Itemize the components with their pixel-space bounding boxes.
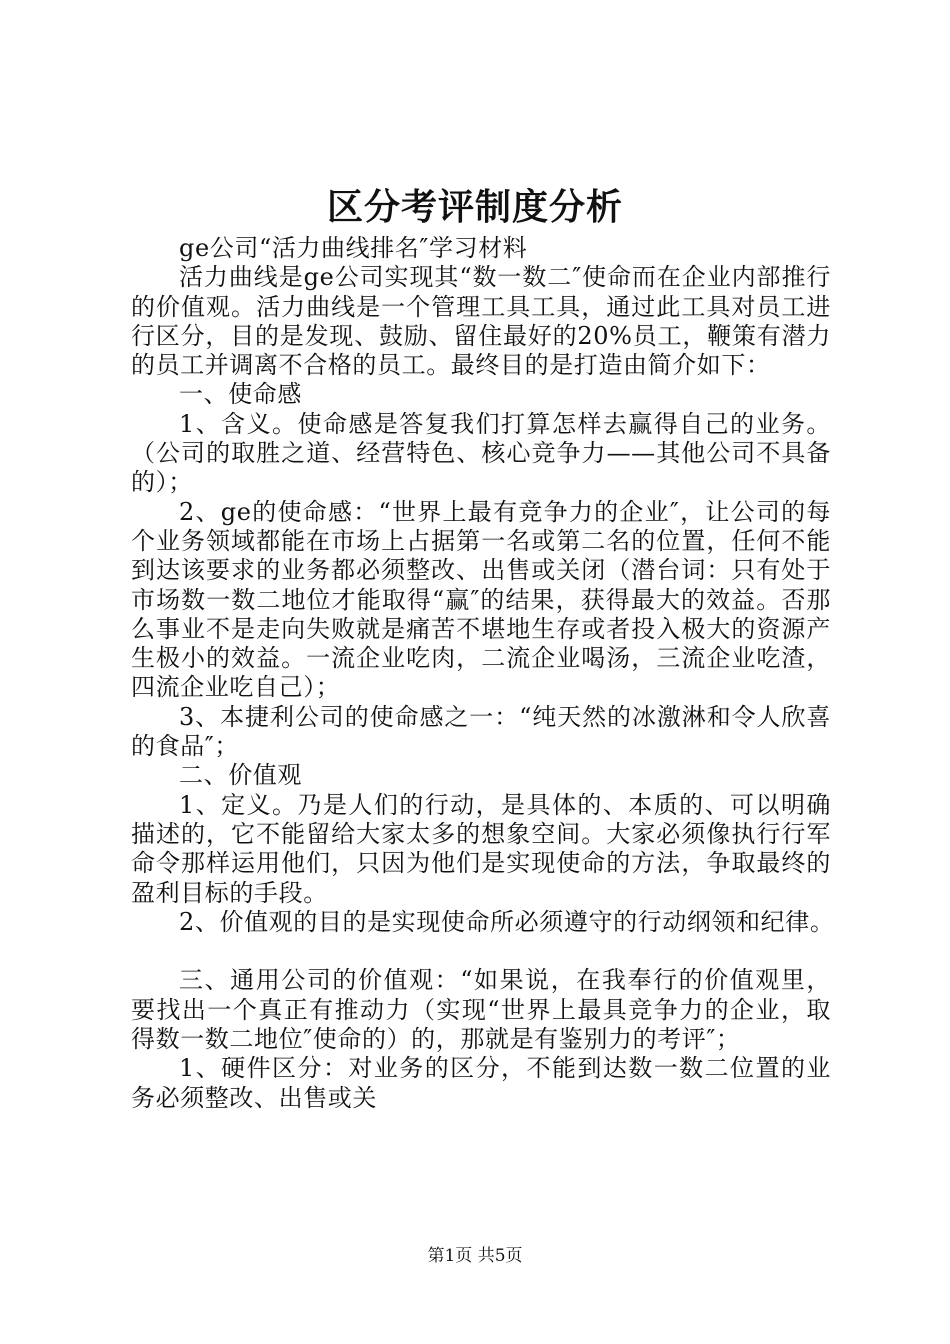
paragraph-subtitle: ge公司“活力曲线排名″学习材料 (179, 234, 528, 262)
paragraph-company-mission: 3、本捷利公司的使命感之一：“纯天然的冰激淋和令人欣喜的食品″； (131, 702, 831, 761)
paragraph-spacer (131, 937, 831, 966)
paragraph-values-definition: 1、定义。乃是人们的行动，是具体的、本质的、可以明确描述的，它不能留给大家太多的想象空间。大家必须像执行行军命令那样运用他们，只因为他们是实现使命的方法，争取最终的盈利目标的手段。 (131, 790, 831, 907)
paragraph-ge-values: 三、通用公司的价值观：“如果说，在我奉行的价值观里，要找出一个真正有推动力（实现“世界上最具竞争力的企业，取得数一数二地位″使命的）的，那就是有鉴别力的考评″； (131, 966, 831, 1054)
page-number-footer: 第1页 共5页 (427, 1246, 523, 1266)
paragraph-hardware-distinction: 1、硬件区分：对业务的区分，不能到达数一数二位置的业务必须整改、出售或关 (131, 1054, 831, 1112)
paragraph-intro: 活力曲线是ge公司实现其“数一数二″使命而在企业内部推行的价值观。活力曲线是一个管理工具工具，通过此工具对员工进行区分，目的是发现、鼓励、留住最好的20%员工，鞭策有潜力的员工并调离不合格的员工。最终目的是打造由简介如下： (131, 263, 831, 380)
paragraph-values-purpose: 2、价值观的目的是实现使命所必须遵守的行动纲领和纪律。 (179, 907, 835, 936)
section-heading-values: 二、价值观 (179, 761, 302, 790)
paragraph-mission-meaning: 1、含义。使命感是答复我们打算怎样去赢得自己的业务。（公司的取胜之道、经营特色、核心竞争力——其他公司不具备的）； (131, 409, 831, 497)
document-body (131, 234, 835, 1113)
section-heading-mission: 一、使命感 (179, 380, 302, 409)
paragraph-ge-mission: 2、ge的使命感：“世界上最有竞争力的企业″，让公司的每个业务领域都能在市场上占据第一名或第二名的位置，任何不能到达该要求的业务都必须整改、出售或关闭（潜台词：只有处于市场数一数二地位才能取得“赢″的结果，获得最大的效益。否那么事业不是走向失败就是痛苦不堪地生存或者投入极大的资源产生极小的效益。一流企业吃肉，二流企业喝汤，三流企业吃渣，四流企业吃自己）； (131, 497, 831, 702)
document-title: 区分考评制度分析 (326, 186, 623, 228)
